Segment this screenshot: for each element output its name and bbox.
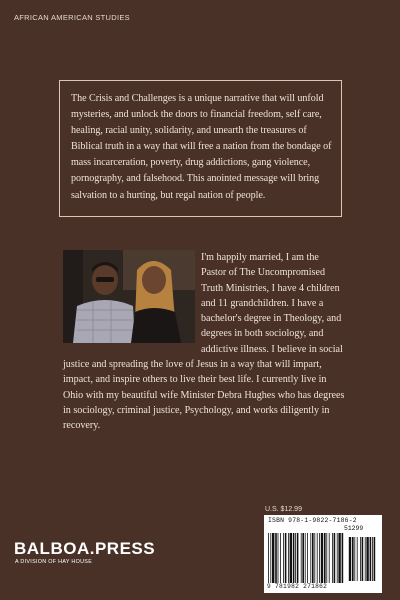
price-addon-code: 51299 [344,525,364,532]
photo-spacer [63,250,201,347]
publisher-subtitle: A DIVISION OF HAY HOUSE [15,559,93,565]
publisher-name-part2: PRESS [94,539,156,558]
barcode-block [264,506,382,593]
price-label: U.S. $12.99 [265,506,302,513]
blurb-frame [59,80,342,217]
publisher-name-dot: . [89,539,95,558]
publisher-logo [14,539,155,565]
author-bio-container [63,250,345,434]
book-blurb: The Crisis and Challenges is a unique narrative that will unfold mysteries, and unlock the doors to financial freedom, self care, healing, racial unity, solidarity, and unearth the treasures of Biblical truth in a way that will free a nation from the bondage of mass incarceration, poverty, drug addictions, gang violence, pornography, and falsehood. This anointed message will bring salvation to a hurting, but regal nation of people. [71,93,332,201]
ean-digits: 9 781982 271862 [267,583,328,590]
barcode-bars [268,533,378,583]
author-bio: I'm happily married, I am the Pastor of The Uncompromised Truth Ministries, I have 4 children and 11 grandchildren. I have a bachelor's degree in Theology, and degrees in both sociology, and addictive illness. I believe in social justice and spreading the love of Jesus in a way that will impart, impact, and inspire others to live their best life. I currently live in Ohio with my beautiful wife Minister Debra Hughes who has degrees in sociology, criminal justice, Psychology, and works diligently in recovery. [63,252,345,432]
publisher-name [14,539,155,559]
publisher-name-part1: BALBOA [14,539,90,558]
genre-label: AFRICAN AMERICAN STUDIES [14,13,130,22]
barcode [264,515,382,593]
isbn-text: ISBN 978-1-9822-7186-2 [268,517,357,524]
